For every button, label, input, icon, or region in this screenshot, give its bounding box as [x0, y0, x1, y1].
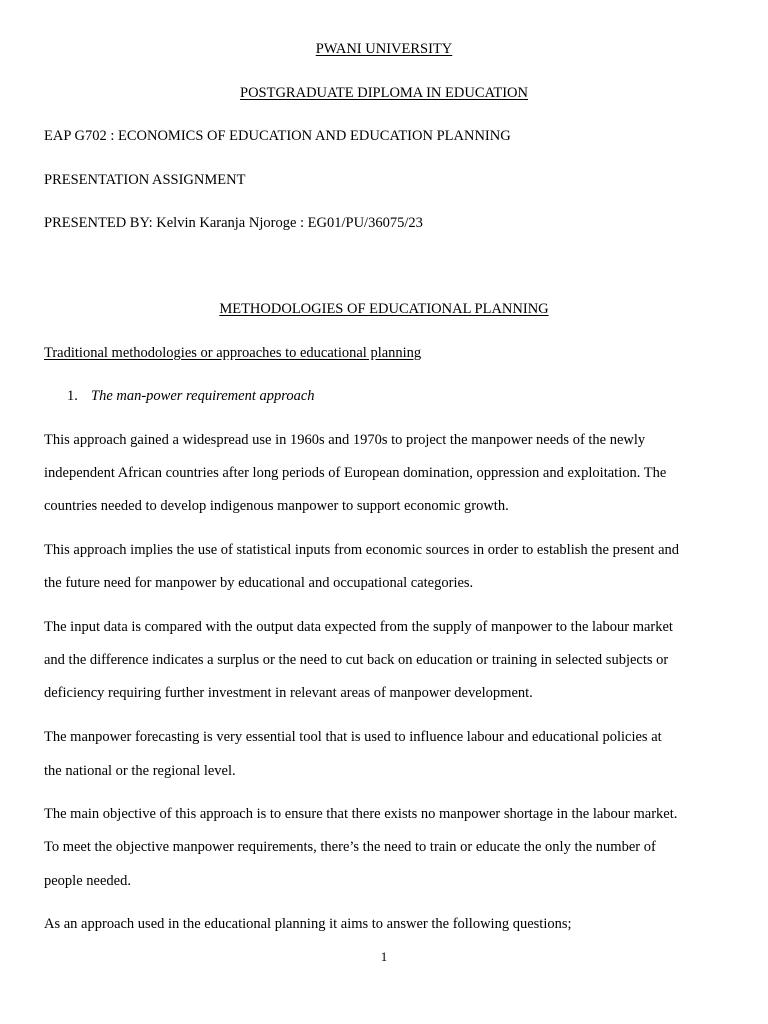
paragraph-line: deficiency requiring further investment in relevant areas of manpower development. — [44, 685, 533, 701]
paragraph-line: and the difference indicates a surplus or the need to cut back on education or training in selected subjects or — [44, 652, 669, 668]
section-title: METHODOLOGIES OF EDUCATIONAL PLANNING — [219, 301, 549, 317]
paragraph-line: independent African countries after long periods of European domination, oppression and exploitation. The — [44, 465, 667, 481]
paragraph-line: As an approach used in the educational planning it aims to answer the following questions; — [44, 916, 572, 932]
paragraph-line: To meet the objective manpower requirements, there’s the need to train or educate the only the number of — [44, 839, 656, 855]
presenter-line: PRESENTED BY: Kelvin Karanja Njoroge : EG01/PU/36075/23 — [44, 215, 423, 231]
paragraph-line: countries needed to develop indigenous manpower to support economic growth. — [44, 498, 509, 514]
paragraph-line: This approach implies the use of statistical inputs from economic sources in order to establish the present and — [44, 542, 680, 558]
program-title: POSTGRADUATE DIPLOMA IN EDUCATION — [240, 85, 528, 101]
paragraph-line: the future need for manpower by educational and occupational categories. — [44, 575, 474, 591]
university-title: PWANI UNIVERSITY — [315, 41, 453, 57]
page-number: 1 — [380, 949, 388, 964]
paragraph-line: The main objective of this approach is to ensure that there exists no manpower shortage in the labour market. — [44, 806, 678, 822]
list-item-text: The man-power requirement approach — [91, 388, 315, 404]
paragraph-line: This approach gained a widespread use in 1960s and 1970s to project the manpower needs of the newly — [44, 432, 646, 448]
paragraph-line: The manpower forecasting is very essential tool that is used to influence labour and educational policies at — [44, 729, 662, 745]
section-subheading: Traditional methodologies or approaches to educational planning — [44, 345, 422, 361]
assignment-title: PRESENTATION ASSIGNMENT — [44, 172, 246, 188]
list-item-number: 1. — [67, 388, 78, 404]
course-title: EAP G702 : ECONOMICS OF EDUCATION AND EDUCATION PLANNING — [44, 128, 511, 144]
paragraph-line: The input data is compared with the output data expected from the supply of manpower to the labour market — [44, 619, 673, 635]
paragraph-line: the national or the regional level. — [44, 763, 236, 779]
paragraph-line: people needed. — [44, 873, 131, 889]
